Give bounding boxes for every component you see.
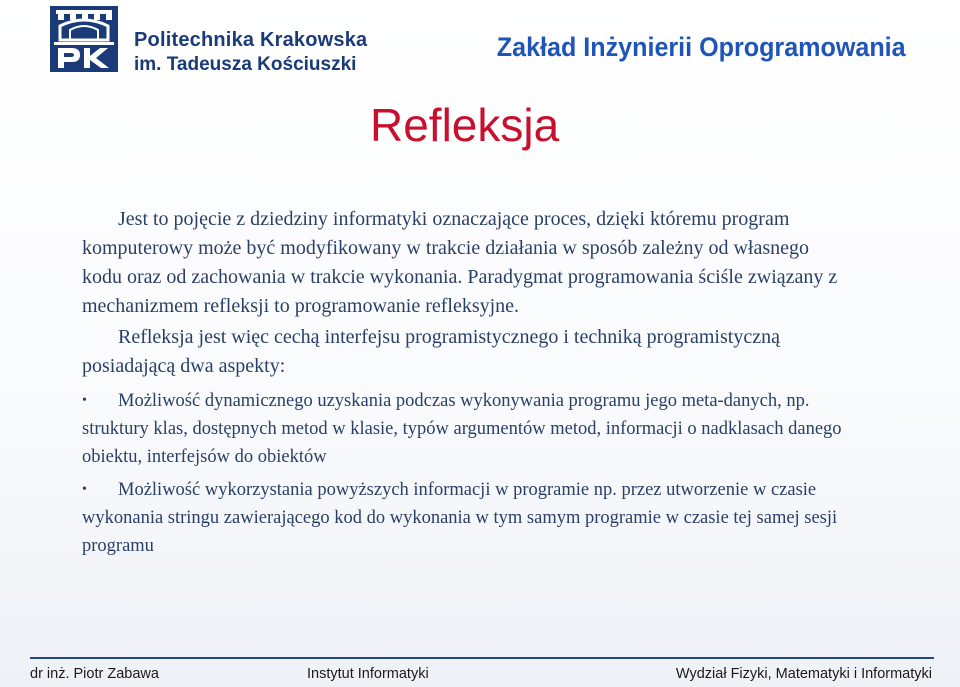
bullet-text: Możliwość wykorzystania powyższych informacji w programie np. przez utworzenie w czasie wykonania stringu zawierającego kod do wykonania w tym samym programie w czasie tej samej sesji programu (82, 480, 838, 556)
logo-wordmark (134, 30, 367, 74)
bullet-icon: • (82, 393, 87, 408)
list-item (82, 476, 852, 560)
list-item (82, 387, 852, 471)
footer-author: dr inż. Piotr Zabawa (30, 666, 159, 682)
department-name: Zakład Inżynierii Oprogramowania (497, 32, 906, 62)
footer-institute: Instytut Informatyki (307, 666, 429, 682)
footer-faculty: Wydział Fizyki, Matematyki i Informatyki (675, 666, 932, 682)
aspects-paragraph: Refleksja jest więc cechą interfejsu programistycznego i techniką programistyczną posiadającą dwa aspekty: (82, 326, 780, 377)
university-logo (50, 6, 410, 74)
pk-emblem-icon (50, 6, 118, 72)
logo-line-2: im. Tadeusza Kościuszki (134, 54, 357, 75)
logo-line-1: Politechnika Krakowska (134, 29, 368, 51)
intro-paragraph: Jest to pojęcie z dziedziny informatyki oznaczające proces, dzięki któremu program komputerowy może być modyfikowany w trakcie działania w sposób zależny od własnego kodu oraz od zachowania w trakcie wykonania. Paradygmat programowania ściśle związany z mechanizmem refleksji to programowanie refleksyjne. (82, 208, 838, 317)
slide-title: Refleksja (370, 99, 560, 151)
bullet-icon: • (82, 482, 87, 497)
slide-body (82, 205, 852, 560)
footer-divider (30, 657, 934, 659)
bullet-text: Możliwość dynamicznego uzyskania podczas wykonywania programu jego meta-danych, np. struktury klas, dostępnych metod w klasie, typów argumentów metod, informacji o nadklasach danego obiektu, interfejsów do obiektów (82, 391, 842, 467)
